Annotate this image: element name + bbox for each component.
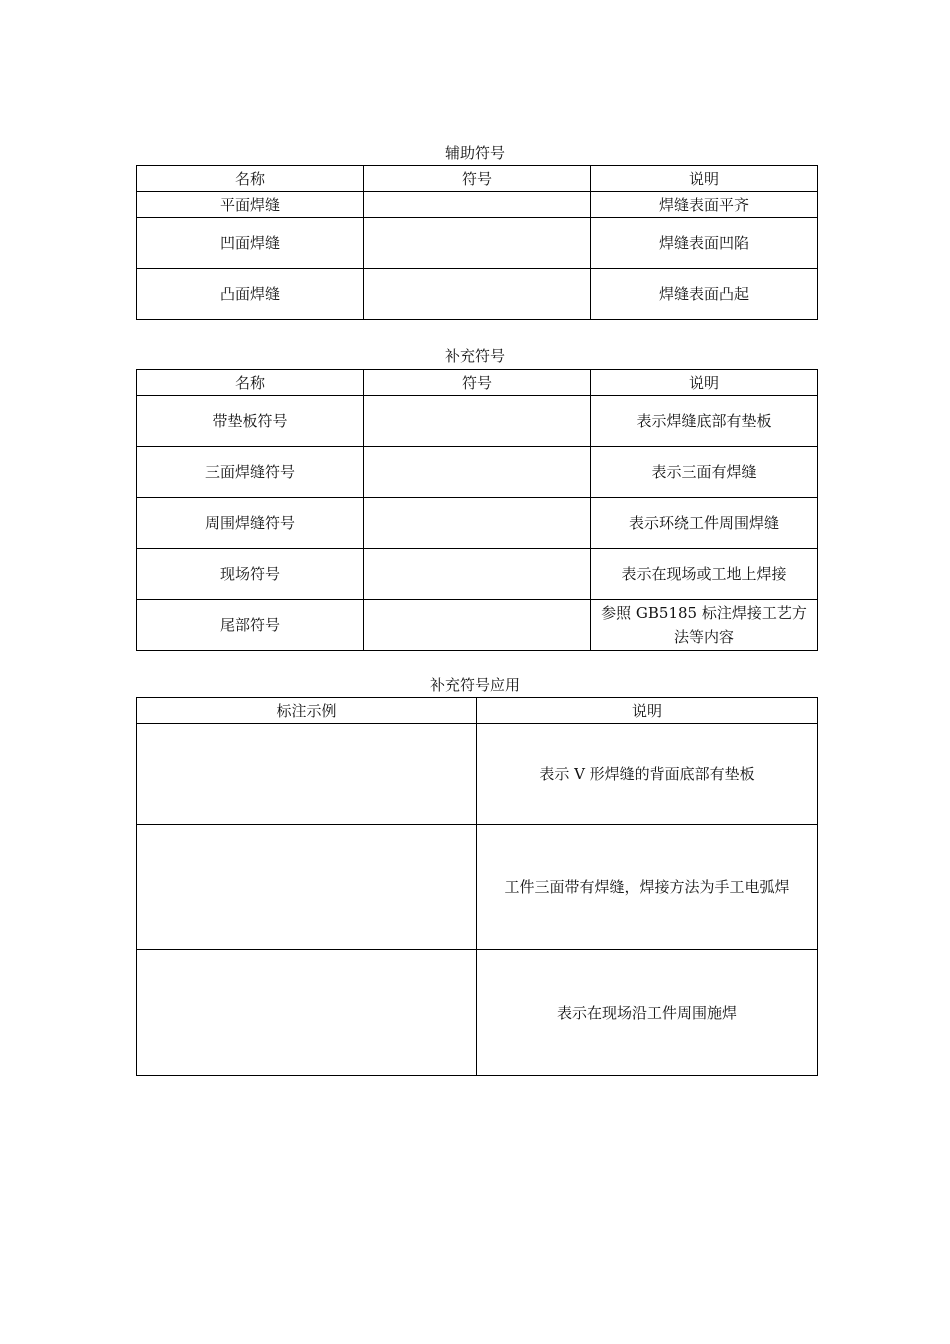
row-name: 带垫板符号 [137, 396, 364, 447]
row-description: 工件三面带有焊缝，焊接方法为手工电弧焊 [477, 825, 818, 950]
table-row [137, 447, 818, 498]
supp-application-table [136, 697, 818, 1076]
table-row [137, 600, 818, 651]
header-name: 名称 [137, 370, 364, 396]
row-description: 表示三面有焊缝 [591, 447, 818, 498]
header-example: 标注示例 [137, 698, 477, 724]
table-row [137, 724, 818, 825]
row-example [137, 950, 477, 1076]
row-example [137, 724, 477, 825]
row-name: 尾部符号 [137, 600, 364, 651]
table-row [137, 825, 818, 950]
row-description: 表示在现场沿工件周围施焊 [477, 950, 818, 1076]
row-description: 焊缝表面凹陷 [591, 218, 818, 269]
row-description: 参照 GB5185 标注焊接工艺方法等内容 [591, 600, 818, 651]
table-header-row [137, 166, 818, 192]
row-symbol [364, 498, 591, 549]
supp-symbols-title: 补充符号 [444, 347, 505, 365]
row-symbol [364, 600, 591, 651]
header-name: 名称 [137, 166, 364, 192]
table-row [137, 549, 818, 600]
table-row [137, 498, 818, 549]
header-description: 说明 [591, 370, 818, 396]
row-name: 现场符号 [137, 549, 364, 600]
row-example [137, 825, 477, 950]
header-symbol: 符号 [364, 166, 591, 192]
supp-application-title: 补充符号应用 [429, 676, 520, 694]
row-description: 表示环绕工件周围焊缝 [591, 498, 818, 549]
header-symbol: 符号 [364, 370, 591, 396]
table-row [137, 396, 818, 447]
header-description: 说明 [591, 166, 818, 192]
row-symbol [364, 396, 591, 447]
row-symbol [364, 549, 591, 600]
table-row [137, 218, 818, 269]
row-symbol [364, 218, 591, 269]
aux-symbols-title: 辅助符号 [444, 144, 505, 162]
row-symbol [364, 269, 591, 320]
table-header-row [137, 370, 818, 396]
row-name: 凹面焊缝 [137, 218, 364, 269]
table-row [137, 269, 818, 320]
aux-symbols-table [136, 165, 818, 320]
table-row [137, 192, 818, 218]
row-description: 表示 V 形焊缝的背面底部有垫板 [477, 724, 818, 825]
row-name: 周围焊缝符号 [137, 498, 364, 549]
row-description: 表示焊缝底部有垫板 [591, 396, 818, 447]
row-symbol [364, 192, 591, 218]
row-description: 焊缝表面凸起 [591, 269, 818, 320]
table-header-row [137, 698, 818, 724]
supp-symbols-table [136, 369, 818, 651]
row-description: 焊缝表面平齐 [591, 192, 818, 218]
row-description: 表示在现场或工地上焊接 [591, 549, 818, 600]
row-symbol [364, 447, 591, 498]
row-name: 三面焊缝符号 [137, 447, 364, 498]
row-name: 平面焊缝 [137, 192, 364, 218]
table-row [137, 950, 818, 1076]
header-description: 说明 [477, 698, 818, 724]
row-name: 凸面焊缝 [137, 269, 364, 320]
